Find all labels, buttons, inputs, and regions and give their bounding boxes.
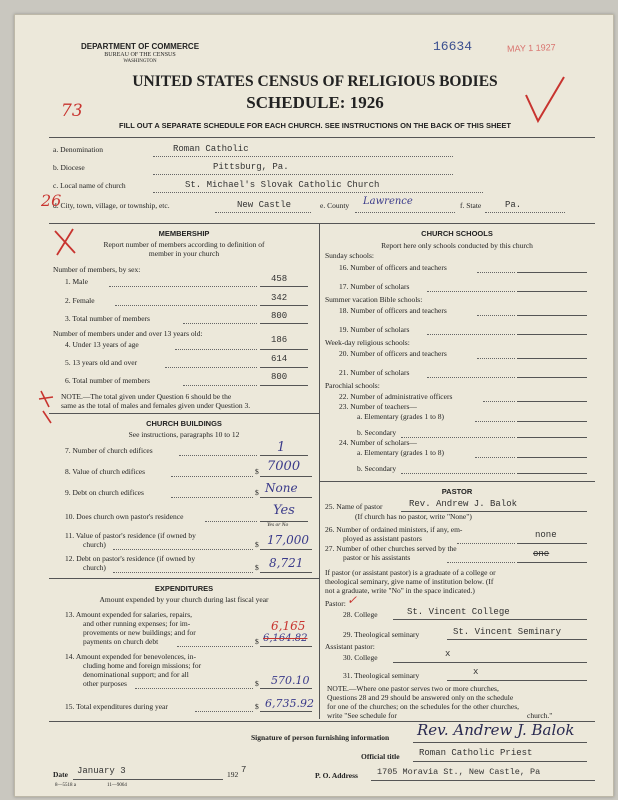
buildings-title: CHURCH BUILDINGS bbox=[146, 419, 222, 428]
asst-seminary-label: 31. Theological seminary bbox=[343, 671, 420, 680]
expenditures-sub: Amount expended by your church during last fiscal year bbox=[99, 595, 269, 604]
answer-line bbox=[260, 455, 308, 456]
red-check-small: ✓ bbox=[347, 593, 358, 607]
running-expenses-label-2: and other running expenses; for im- bbox=[83, 619, 191, 628]
county-line bbox=[355, 212, 455, 213]
leader bbox=[195, 711, 253, 712]
answer-line bbox=[260, 323, 308, 324]
total-expenditures-label: 15. Total expenditures during year bbox=[65, 702, 168, 711]
pastor-note-2: Questions 28 and 29 should be answered only on the schedule bbox=[327, 693, 514, 702]
county-value: Lawrence bbox=[363, 196, 413, 207]
pastor-name-value: Rev. Andrew J. Balok bbox=[409, 499, 518, 509]
total-members-2-label: 6. Total number of members bbox=[65, 376, 150, 385]
leader bbox=[457, 543, 515, 544]
section-divider bbox=[49, 413, 319, 414]
total-members-value: 800 bbox=[271, 311, 288, 321]
seminary-value: St. Vincent Seminary bbox=[453, 627, 562, 637]
section-divider bbox=[49, 223, 595, 224]
year-suffix: 7 bbox=[241, 765, 247, 775]
q22-label: 22. Number of administrative officers bbox=[339, 392, 453, 401]
dollar-sign: $ bbox=[255, 702, 259, 711]
form-number: 8—5518 a bbox=[55, 783, 76, 788]
benevolences-label-2: cluding home and foreign missions; for bbox=[83, 661, 202, 670]
running-expenses-label-1: 13. Amount expended for salaries, repairs, bbox=[65, 610, 193, 619]
section-divider bbox=[319, 481, 595, 482]
answer-line bbox=[260, 711, 312, 712]
q20-label: 20. Number of officers and teachers bbox=[339, 349, 447, 358]
answer-line bbox=[393, 619, 587, 620]
owns-residence-label: 10. Does church own pastor's residence bbox=[65, 512, 184, 521]
benevolences-label-3: denominational support; and for all bbox=[83, 670, 189, 679]
divider bbox=[49, 137, 595, 138]
leader bbox=[475, 421, 515, 422]
residence-debt-label: 12. Debt on pastor's residence (if owned by bbox=[65, 554, 196, 563]
leader bbox=[115, 305, 257, 306]
church-name-value: St. Michael's Slovak Catholic Church bbox=[185, 180, 380, 190]
q24a-label: a. Elementary (grades 1 to 8) bbox=[357, 448, 445, 457]
official-title-label: Official title bbox=[361, 752, 400, 761]
q23a-label: a. Elementary (grades 1 to 8) bbox=[357, 412, 445, 421]
leader bbox=[175, 349, 257, 350]
residence-debt-value: 8,721 bbox=[269, 556, 304, 570]
running-expenses-value: 6,165 bbox=[271, 619, 306, 633]
asst-college-value: x bbox=[445, 649, 451, 659]
membership-intro-2: member in your church bbox=[148, 249, 220, 258]
pastor-note-5: church." bbox=[527, 711, 553, 720]
q17-label: 17. Number of scholars bbox=[339, 282, 410, 291]
dollar-sign: $ bbox=[255, 488, 259, 497]
denomination-value: Roman Catholic bbox=[173, 144, 249, 154]
form-subtitle: SCHEDULE: 1926 bbox=[246, 93, 384, 112]
answer-line bbox=[260, 497, 312, 498]
college-label: 28. College bbox=[343, 610, 378, 619]
schools-title: CHURCH SCHOOLS bbox=[421, 229, 493, 238]
denomination-label: a. Denomination bbox=[53, 145, 103, 154]
date-label: Date bbox=[53, 770, 68, 779]
section-divider bbox=[49, 578, 319, 579]
leader bbox=[447, 562, 515, 563]
answer-line bbox=[517, 543, 587, 544]
asst-college-label: 30. College bbox=[343, 653, 378, 662]
answer-line bbox=[260, 549, 312, 550]
column-divider bbox=[319, 223, 320, 719]
city-label: d. City, town, village, or township, etc. bbox=[53, 201, 170, 210]
edifices-label: 7. Number of church edifices bbox=[65, 446, 153, 455]
address-label: P. O. Address bbox=[315, 771, 358, 780]
answer-line bbox=[413, 761, 587, 762]
answer-line bbox=[517, 473, 587, 474]
dollar-sign: $ bbox=[255, 637, 259, 646]
under-13-label: 4. Under 13 years of age bbox=[65, 340, 139, 349]
edifice-debt-label: 9. Debt on church edifices bbox=[65, 488, 144, 497]
assistant-subhead: Assistant pastor: bbox=[325, 642, 375, 651]
bureau-name: BUREAU OF THE CENSUS bbox=[104, 52, 176, 58]
pastor-note-4: write "See schedule for bbox=[327, 711, 397, 720]
other-churches-label-1: 27. Number of other churches served by the bbox=[325, 544, 457, 553]
edifice-debt-value: None bbox=[265, 481, 298, 495]
q21-label: 21. Number of scholars bbox=[339, 368, 410, 377]
signature-value: Rev. Andrew J. Balok bbox=[417, 721, 575, 739]
benevolences-value: 570.10 bbox=[271, 674, 310, 687]
state-value: Pa. bbox=[505, 200, 522, 210]
city-name: WASHINGTON bbox=[123, 59, 157, 64]
diocese-line bbox=[153, 174, 453, 175]
red-x-mark bbox=[51, 225, 81, 259]
pastor-name-label: 25. Name of pastor bbox=[325, 502, 383, 511]
answer-line bbox=[260, 385, 308, 386]
residence-value-label: 11. Value of pastor's residence (if owned by bbox=[65, 531, 196, 540]
weekday-label: Week-day religious schools: bbox=[325, 338, 410, 347]
answer-line bbox=[260, 305, 308, 306]
city-value: New Castle bbox=[237, 200, 292, 210]
sunday-label: Sunday schools: bbox=[325, 251, 374, 260]
graduate-note-3: not a graduate, write "No" in the space indicated.) bbox=[325, 586, 475, 595]
answer-line bbox=[260, 688, 312, 689]
over-13-label: 5. 13 years old and over bbox=[65, 358, 138, 367]
signature-label: Signature of person furnishing information bbox=[251, 733, 390, 742]
answer-line bbox=[260, 349, 308, 350]
answer-line bbox=[447, 680, 587, 681]
answer-line bbox=[517, 562, 587, 563]
answer-line bbox=[260, 367, 308, 368]
dollar-sign: $ bbox=[255, 679, 259, 688]
edifice-value-label: 8. Value of church edifices bbox=[65, 467, 146, 476]
assistants-value: none bbox=[535, 530, 557, 540]
leader bbox=[113, 572, 253, 573]
leader bbox=[477, 272, 515, 273]
total-members-2-value: 800 bbox=[271, 372, 288, 382]
answer-line bbox=[393, 662, 587, 663]
yes-no-hint: Yes or No bbox=[267, 522, 289, 528]
pastor-note-1: NOTE.—Where one pastor serves two or more churches, bbox=[327, 684, 499, 693]
membership-title: MEMBERSHIP bbox=[158, 229, 210, 238]
college-value: St. Vincent College bbox=[407, 607, 510, 617]
answer-line bbox=[260, 646, 312, 647]
answer-line bbox=[517, 272, 587, 273]
running-expenses-old-value: 6,164.82 bbox=[263, 633, 308, 644]
benevolences-label-1: 14. Amount expended for benevolences, in- bbox=[65, 652, 197, 661]
male-value: 458 bbox=[271, 274, 288, 284]
membership-intro-1: Report number of members according to definition of bbox=[103, 240, 265, 249]
leader bbox=[171, 476, 253, 477]
membership-note-2: same as the total of males and females given under Question 3. bbox=[61, 401, 251, 410]
year-prefix: 192 bbox=[227, 770, 239, 779]
answer-line bbox=[260, 286, 308, 287]
owns-residence-value: Yes bbox=[273, 503, 295, 518]
handwritten-side-number: 26 bbox=[41, 191, 62, 210]
q19-label: 19. Number of scholars bbox=[339, 325, 410, 334]
leader bbox=[205, 521, 257, 522]
other-churches-value: one bbox=[533, 549, 550, 559]
asst-seminary-value: x bbox=[473, 667, 479, 677]
print-number: 11—9064 bbox=[107, 783, 127, 788]
city-line bbox=[215, 212, 311, 213]
graduate-note-1: If pastor (or assistant pastor) is a graduate of a college or bbox=[325, 568, 496, 577]
leader bbox=[177, 646, 253, 647]
answer-line bbox=[517, 377, 587, 378]
assistants-label-1: 26. Number of ordained ministers, if any, em- bbox=[325, 525, 463, 534]
leader bbox=[401, 473, 515, 474]
summer-label: Summer vacation Bible schools: bbox=[325, 295, 423, 304]
dept-name: DEPARTMENT OF COMMERCE bbox=[80, 42, 200, 51]
dollar-sign: $ bbox=[255, 540, 259, 549]
answer-line bbox=[517, 457, 587, 458]
edifices-value: 1 bbox=[277, 440, 286, 455]
expenditures-title: EXPENDITURES bbox=[154, 584, 214, 593]
serial-number: 16634 bbox=[433, 39, 473, 54]
graduate-note-2: theological seminary, give name of institution below. (If bbox=[325, 577, 494, 586]
answer-line bbox=[517, 315, 587, 316]
answer-line bbox=[517, 334, 587, 335]
leader bbox=[427, 291, 515, 292]
leader bbox=[183, 385, 257, 386]
pastor-subhead: Pastor: bbox=[325, 599, 346, 608]
handwritten-number: 73 bbox=[61, 101, 83, 121]
answer-line bbox=[371, 780, 595, 781]
answer-line bbox=[517, 291, 587, 292]
pastor-name-hint: (If church has no pastor, write "None") bbox=[355, 512, 472, 521]
diocese-value: Pittsburg, Pa. bbox=[213, 162, 289, 172]
residence-value-value: 17,000 bbox=[267, 533, 309, 547]
county-label: e. County bbox=[320, 201, 350, 210]
edifice-value-value: 7000 bbox=[267, 459, 301, 474]
answer-line bbox=[260, 572, 312, 573]
leader bbox=[483, 401, 515, 402]
official-title-value: Roman Catholic Priest bbox=[419, 748, 533, 758]
over-13-value: 614 bbox=[271, 354, 288, 364]
date-value: January 3 bbox=[77, 766, 126, 776]
leader bbox=[183, 323, 257, 324]
leader bbox=[475, 457, 515, 458]
dollar-sign: $ bbox=[255, 563, 259, 572]
leader bbox=[113, 549, 253, 550]
state-line bbox=[485, 212, 565, 213]
census-schedule-sheet bbox=[14, 14, 614, 797]
schools-intro: Report here only schools conducted by this church bbox=[381, 241, 533, 250]
female-label: 2. Female bbox=[65, 296, 95, 305]
answer-line bbox=[517, 401, 587, 402]
address-value: 1705 Moravia St., New Castle, Pa bbox=[377, 767, 541, 777]
leader bbox=[109, 286, 257, 287]
answer-line bbox=[517, 421, 587, 422]
answer-line bbox=[447, 639, 587, 640]
running-expenses-label-4: payments on church debt bbox=[83, 637, 159, 646]
form-title: UNITED STATES CENSUS OF RELIGIOUS BODIES bbox=[132, 73, 498, 90]
total-expenditures-value: 6,735.92 bbox=[265, 697, 314, 710]
answer-line bbox=[517, 437, 587, 438]
diocese-label: b. Diocese bbox=[53, 163, 85, 172]
leader bbox=[179, 455, 257, 456]
membership-note-1: NOTE.—The total given under Question 6 should be the bbox=[61, 392, 232, 401]
by-age-label: Number of members under and over 13 years old: bbox=[53, 329, 203, 338]
received-stamp: MAY 1 1927 bbox=[506, 42, 556, 54]
residence-value-label-2: church) bbox=[83, 540, 106, 549]
under-13-value: 186 bbox=[271, 335, 288, 345]
leader bbox=[477, 315, 515, 316]
female-value: 342 bbox=[271, 293, 288, 303]
by-sex-label: Number of members, by sex: bbox=[53, 265, 141, 274]
pastor-note-3: for one of the churches; on the schedules for the other churches, bbox=[327, 702, 520, 711]
dollar-sign: $ bbox=[255, 467, 259, 476]
total-members-label: 3. Total number of members bbox=[65, 314, 150, 323]
leader bbox=[477, 358, 515, 359]
assistants-label-2: ployed as assistant pastors bbox=[343, 534, 422, 543]
leader bbox=[165, 367, 257, 368]
answer-line bbox=[260, 476, 312, 477]
seminary-label: 29. Theological seminary bbox=[343, 630, 420, 639]
answer-line bbox=[413, 742, 587, 743]
q23-label: 23. Number of teachers— bbox=[339, 402, 417, 411]
benevolences-label-4: other purposes bbox=[83, 679, 127, 688]
leader bbox=[427, 334, 515, 335]
church-name-label: c. Local name of church bbox=[53, 181, 126, 190]
church-name-line bbox=[153, 192, 483, 193]
q24b-label: b. Secondary bbox=[357, 464, 397, 473]
q16-label: 16. Number of officers and teachers bbox=[339, 263, 447, 272]
answer-line bbox=[73, 779, 223, 780]
leader bbox=[135, 688, 253, 689]
pastor-title: PASTOR bbox=[441, 487, 473, 496]
male-label: 1. Male bbox=[65, 277, 88, 286]
state-label: f. State bbox=[460, 201, 482, 210]
leader bbox=[427, 377, 515, 378]
q23b-label: b. Secondary bbox=[357, 428, 397, 437]
parochial-label: Parochial schools: bbox=[325, 381, 380, 390]
leader bbox=[171, 497, 253, 498]
q24-label: 24. Number of scholars— bbox=[339, 438, 417, 447]
residence-debt-label-2: church) bbox=[83, 563, 106, 572]
other-churches-label-2: pastor or his assistants bbox=[343, 553, 411, 562]
instructions: FILL OUT A SEPARATE SCHEDULE FOR EACH CHURCH. SEE INSTRUCTIONS ON THE BACK OF THIS SHEET bbox=[119, 121, 511, 130]
running-expenses-label-3: provements or new buildings; and for bbox=[83, 628, 196, 637]
leader bbox=[401, 437, 515, 438]
answer-line bbox=[517, 358, 587, 359]
denomination-line bbox=[153, 156, 453, 157]
buildings-sub: See instructions, paragraphs 10 to 12 bbox=[128, 430, 240, 439]
q18-label: 18. Number of officers and teachers bbox=[339, 306, 447, 315]
